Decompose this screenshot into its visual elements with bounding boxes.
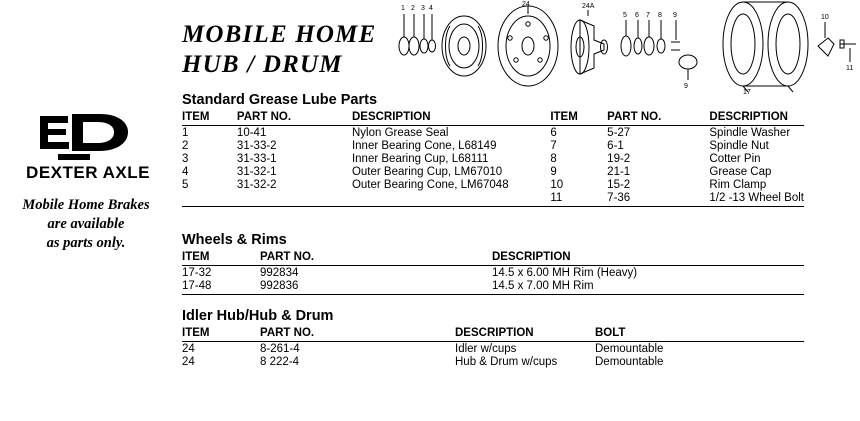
table-row (182, 139, 804, 152)
section-wheels-and-rims (182, 232, 804, 295)
cell-desc-right: Grease Cap (709, 165, 772, 178)
cell-desc-right: Rim Clamp (709, 178, 767, 191)
cell-desc: 14.5 x 7.00 MH Rim (492, 279, 804, 294)
table-row (182, 126, 804, 140)
idler-hub-table (182, 326, 804, 368)
col-header-part-right: PART NO. (607, 110, 709, 126)
cell-item-left: 2 (182, 139, 189, 152)
cell-part-left (237, 191, 352, 206)
svg-text:24: 24 (522, 1, 530, 8)
brand-tagline-line3: as parts only. (46, 235, 126, 251)
col-header-item-left: ITEM (182, 110, 237, 126)
cell-item-right: 9 (550, 165, 557, 178)
svg-text:4: 4 (429, 5, 433, 12)
cell-desc-right: Cotter Pin (709, 152, 761, 165)
cell-desc-left (352, 191, 550, 206)
page-title-line1: MOBILE HOME (182, 21, 377, 48)
col-header-desc: DESCRIPTION (455, 326, 595, 342)
svg-text:8: 8 (658, 12, 662, 19)
cell-item-right: 8 (550, 152, 557, 165)
cell-item-left: 5 (182, 178, 189, 191)
col-header-desc-right: DESCRIPTION (709, 110, 804, 126)
col-header-item-right: ITEM (550, 110, 607, 126)
cell-desc-left: Outer Bearing Cup, LM67010 (351, 165, 503, 178)
col-header-desc-left: DESCRIPTION (352, 110, 550, 126)
cell-part: 8 222-4 (260, 355, 300, 368)
col-header-item: ITEM (182, 326, 260, 342)
cell-part-right: 19-2 (607, 152, 631, 165)
table-row (182, 342, 804, 356)
section-standard-grease-lube-parts (182, 92, 804, 207)
col-header-bolt: BOLT (595, 326, 804, 342)
cell-part-right: 15-2 (607, 178, 631, 191)
svg-text:5: 5 (623, 12, 627, 19)
cell-part-left: 31-33-1 (236, 152, 277, 165)
svg-text:3: 3 (421, 5, 425, 12)
svg-text:9: 9 (673, 12, 677, 19)
svg-text:2: 2 (411, 5, 415, 12)
table-row (182, 279, 804, 294)
table-row (182, 178, 804, 191)
cell-part-left: 31-32-2 (236, 178, 277, 191)
cell-item: 17-32 (182, 266, 212, 279)
cell-item-right: 11 (550, 191, 607, 206)
table-header-row (182, 250, 804, 266)
brand-tagline-line2: are available (47, 216, 125, 232)
section-idler-hub-hub-and-drum (182, 308, 804, 368)
cell-part-left: 31-32-1 (236, 165, 277, 178)
cell-item: 17-48 (182, 279, 260, 294)
table-row (182, 165, 804, 178)
cell-item-left: 4 (182, 165, 189, 178)
cell-part-left: 31-33-2 (236, 139, 277, 152)
col-header-part-left: PART NO. (237, 110, 352, 126)
cell-part-right: 7-36 (607, 191, 709, 206)
cell-desc: 14.5 x 6.00 MH Rim (Heavy) (492, 266, 638, 279)
page-title-line2: HUB / DRUM (182, 51, 343, 78)
svg-text:1: 1 (401, 5, 405, 12)
cell-part: 8-261-4 (260, 342, 300, 355)
cell-desc-right: Spindle Washer (709, 126, 791, 139)
wheels-rims-table (182, 250, 804, 295)
cell-item-right: 7 (550, 139, 557, 152)
cell-desc-left: Inner Bearing Cone, L68149 (351, 139, 497, 152)
brand-column (0, 0, 172, 421)
section-heading: Wheels & Rims (182, 232, 287, 248)
col-header-item: ITEM (182, 250, 260, 266)
table-row (182, 355, 804, 368)
brand-name: DEXTER AXLE (26, 163, 150, 182)
table-row (182, 152, 804, 165)
col-header-desc: DESCRIPTION (492, 250, 804, 266)
page-title (182, 20, 377, 80)
cell-item-right: 10 (550, 178, 564, 191)
table-header-row (182, 110, 804, 126)
cell-desc-left: Nylon Grease Seal (351, 126, 449, 139)
svg-text:24A: 24A (582, 3, 595, 10)
cell-part: 992834 (260, 266, 299, 279)
cell-part: 992836 (260, 279, 492, 294)
hub-drum-exploded-diagram (388, 0, 860, 95)
table-row (182, 266, 804, 280)
svg-text:11: 11 (846, 65, 854, 72)
cell-part-left: 10-41 (236, 126, 267, 139)
cell-desc-left: Inner Bearing Cup, L68111 (351, 152, 489, 165)
cell-bolt: Demountable (595, 355, 664, 368)
brand-tagline (2, 196, 170, 253)
svg-text:9: 9 (684, 83, 688, 90)
cell-item-right: 6 (550, 126, 557, 139)
cell-item-left: 1 (182, 126, 189, 139)
svg-text:10: 10 (821, 14, 829, 21)
table-header-row (182, 326, 804, 342)
document-content (178, 0, 860, 421)
svg-text:7: 7 (646, 12, 650, 19)
cell-part-right: 6-1 (607, 139, 624, 152)
brand-tagline-line1: Mobile Home Brakes (22, 197, 150, 213)
col-header-part: PART NO. (260, 250, 492, 266)
cell-desc-left: Outer Bearing Cone, LM67048 (351, 178, 509, 191)
table-row (182, 191, 804, 206)
cell-item: 24 (182, 355, 195, 368)
cell-item-left: 3 (182, 152, 189, 165)
cell-item-left (182, 191, 237, 206)
section-heading: Idler Hub/Hub & Drum (182, 308, 334, 324)
cell-desc-right: 1/2 -13 Wheel Bolt (709, 191, 804, 206)
cell-part-right: 21-1 (607, 165, 631, 178)
cell-desc: Idler w/cups (455, 342, 517, 355)
col-header-part: PART NO. (260, 326, 455, 342)
grease-parts-table (182, 110, 804, 207)
cell-desc-right: Spindle Nut (709, 139, 769, 152)
cell-item: 24 (182, 342, 195, 355)
svg-text:17: 17 (743, 89, 751, 95)
cell-desc: Hub & Drum w/cups (455, 355, 558, 368)
dexter-axle-d-logo-icon (38, 110, 133, 162)
cell-bolt: Demountable (595, 342, 664, 355)
section-heading: Standard Grease Lube Parts (182, 92, 378, 108)
svg-text:6: 6 (635, 12, 639, 19)
cell-part-right: 5-27 (607, 126, 631, 139)
